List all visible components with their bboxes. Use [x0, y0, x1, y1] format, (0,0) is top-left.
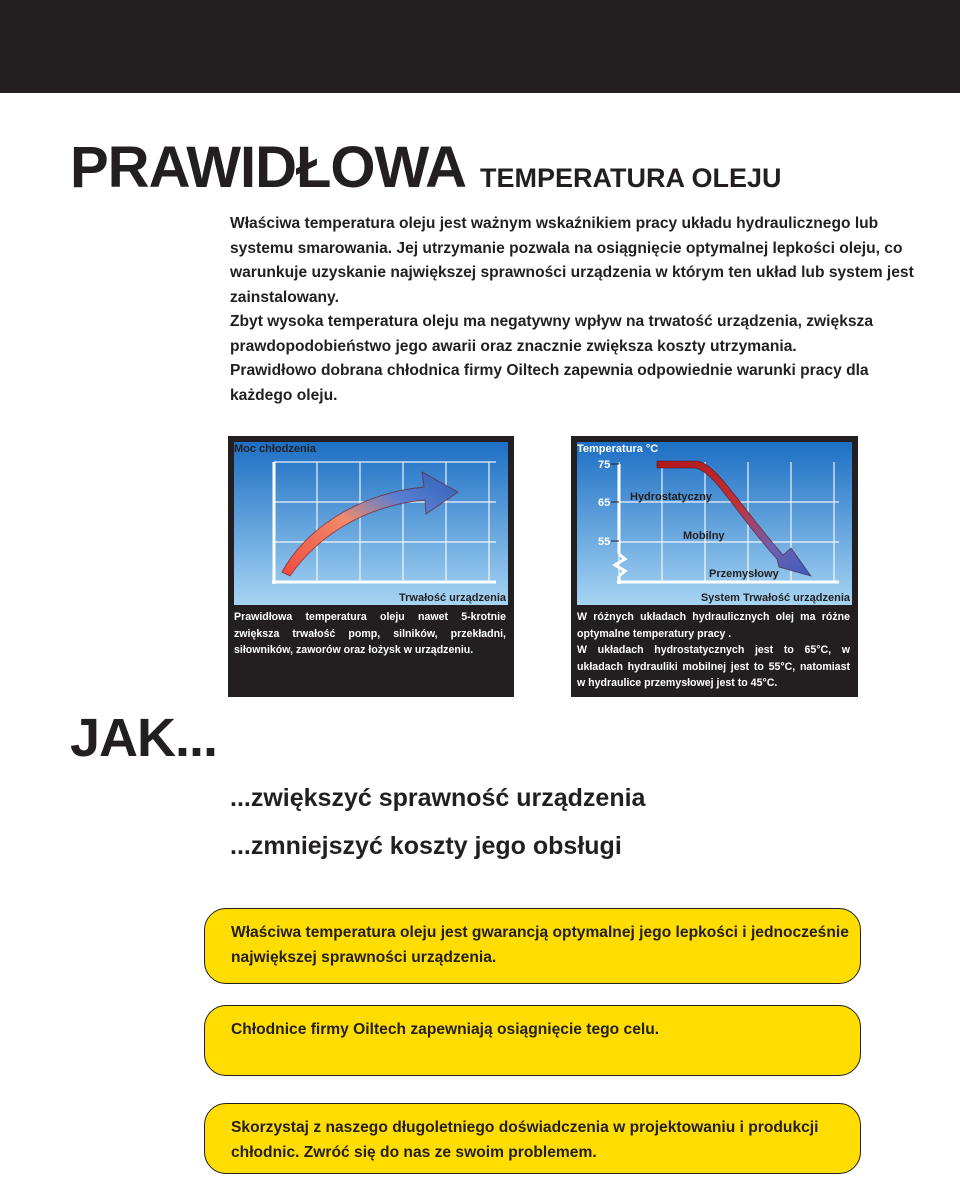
right-chart-caption	[577, 609, 850, 692]
series-label-przemyslowy: Przemysłowy	[709, 568, 779, 580]
intro-text	[230, 212, 920, 408]
tick-label-75: 75	[598, 459, 611, 471]
title-sub: TEMPERATURA OLEJU	[479, 163, 782, 193]
intro-paragraph-2: Zbyt wysoka temperatura oleju ma negatywny wpływ na trwatość urządzenia, zwiększa prawdopodobieństwo jego awarii oraz znacznie zwiększa koszty utrzymania.	[230, 313, 874, 355]
right-caption-paragraph-1: W różnych układach hydraulicznych olej ma różne optymalne temperatury pracy .	[577, 611, 850, 640]
intro-paragraph-3: Prawidłowo dobrana chłodnica firmy Oiltech zapewnia odpowiednie warunki pracy dla każdego oleju.	[230, 362, 869, 404]
left-chart-xlabel: Trwałość urządzenia	[399, 592, 506, 604]
goal-line-1: ...zwiększyć sprawność urządzenia	[230, 784, 646, 812]
info-box-2-text: Chłodnice firmy Oiltech zapewniają osiągnięcie tego celu.	[231, 1021, 660, 1038]
info-box-3-text: Skorzystaj z naszego długoletniego doświadczenia w projektowaniu i produkcji chłodnic. Zwróć się do nas ze swoim problemem.	[231, 1119, 819, 1161]
jak-heading: JAK...	[70, 708, 218, 768]
info-box-1	[204, 908, 861, 984]
goal-line-2: ...zmniejszyć koszty jego obsługi	[230, 832, 622, 860]
left-chart-ylabel: Moc chłodzenia	[234, 443, 316, 455]
left-chart-panel	[228, 436, 514, 697]
page-title	[70, 134, 782, 201]
info-box-3	[204, 1103, 861, 1174]
series-label-mobilny: Mobilny	[683, 530, 725, 542]
left-chart	[234, 442, 508, 605]
right-chart-xlabel: System Trwałość urządzenia	[700, 592, 850, 604]
info-box-2	[204, 1005, 861, 1076]
series-label-hydrostatyczny: Hydrostatyczny	[630, 491, 712, 503]
intro-paragraph-1: Właściwa temperatura oleju jest ważnym wskaźnikiem pracy układu hydraulicznego lub systemu smarowania. Jej utrzymanie pozwala na osiągnięcie optymalnej lepkości oleju, co warunkuje uzyskanie największej sprawności urządzenia w którym ten układ lub system jest zainstalowany.	[230, 215, 914, 306]
right-chart	[577, 442, 852, 605]
right-chart-panel	[571, 436, 858, 697]
left-chart-caption: Prawidłowa temperatura oleju nawet 5-krotnie zwiększa trwałość pomp, silników, przekładni, siłowników, zaworów oraz łożysk w urządzeniu.	[234, 611, 506, 656]
tick-label-55: 55	[598, 536, 611, 548]
info-box-1-text: Właściwa temperatura oleju jest gwarancją optymalnej jego lepkości i jednocześnie największej sprawności urządzenia.	[231, 924, 849, 966]
top-bar	[0, 0, 960, 93]
tick-label-65: 65	[598, 497, 611, 509]
right-chart-ylabel: Temperatura °C	[577, 443, 659, 455]
title-main: PRAWIDŁOWA	[70, 135, 466, 200]
right-caption-paragraph-2: W układach hydrostatycznych jest to 65°C, w układach hydrauliki mobilnej jest to 55°C, natomiast w hydraulice przemysłowej jest to 45°C.	[577, 644, 850, 689]
